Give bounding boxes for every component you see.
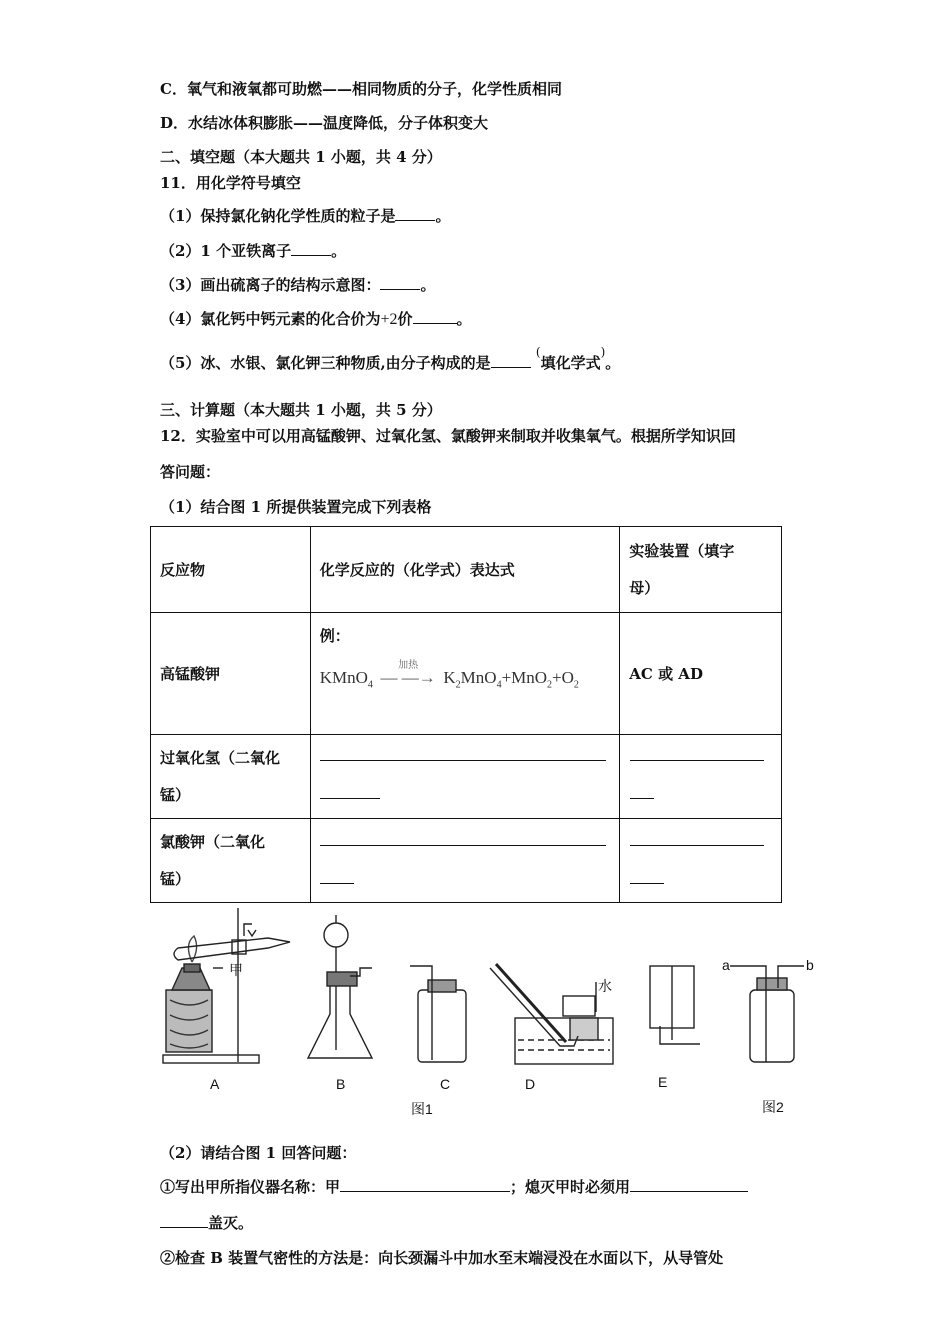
header-apparatus: 实验装置（填字 母） <box>620 527 782 613</box>
apparatus-d <box>490 964 613 1064</box>
question-12-part1: （1）结合图 1 所提供装置完成下列表格 <box>160 498 432 516</box>
q12-2-item1-cont: 盖灭。 <box>160 1212 253 1233</box>
answer-kmno4: AC 或 AD <box>620 613 782 735</box>
section-3-heading: 三、计算题（本大题共 1 小题，共 5 分） <box>160 401 442 419</box>
q11-part4: （4）氯化钙中钙元素的化合价为+2价 。 <box>160 310 472 328</box>
port-b-label: b <box>806 957 814 973</box>
answer-blank[interactable] <box>160 1213 208 1228</box>
jia-label: 甲 <box>229 962 243 978</box>
label-c: C <box>440 1076 451 1092</box>
label-e: E <box>658 1074 668 1090</box>
question-11-title: 11．用化学符号填空 <box>160 174 301 192</box>
option-d: D．水结冰体积膨胀——温度降低，分子体积变大 <box>160 114 489 132</box>
label-d: D <box>525 1076 536 1092</box>
section-2-heading: 二、填空题（本大题共 1 小题，共 4 分） <box>160 148 442 166</box>
fig2-caption: 图2 <box>762 1099 784 1115</box>
header-reactant: 反应物 <box>151 527 311 613</box>
answer-blank[interactable] <box>340 1177 510 1192</box>
label-a: A <box>210 1076 220 1092</box>
q11-part2: （2）1 个亚铁离子 。 <box>160 242 347 260</box>
apparatus-c <box>410 966 466 1062</box>
answer-blank[interactable] <box>630 1177 748 1192</box>
reactant-h2o2: 过氧化氢（二氧化 锰） <box>151 735 311 819</box>
fig1-caption: 图1 <box>411 1101 433 1117</box>
label-b: B <box>336 1076 346 1092</box>
q11-part1: （1）保持氯化钠化学性质的粒子是 。 <box>160 207 451 225</box>
option-c: C．氧气和液氧都可助燃——相同物质的分子，化学性质相同 <box>160 80 562 98</box>
question-12-line1: 12．实验室中可以用高锰酸钾、过氧化氢、氯酸钾来制取并收集氧气。根据所学知识回 <box>160 427 736 445</box>
q11-part5: （5）冰、水银、氯化钾三种物质,由分子构成的是 (填化学式)。 <box>160 345 621 372</box>
header-expression: 化学反应的（化学式）表达式 <box>310 527 620 613</box>
apparatus-b <box>308 915 372 1058</box>
apparatus-e <box>650 966 700 1044</box>
reactant-kmno4: 高锰酸钾 <box>151 613 311 735</box>
q12-2-item1: ①写出甲所指仪器名称：甲 ；熄灭甲时必须用 <box>160 1176 748 1197</box>
example-equation: KMnO$_4$ 加热 — —→ $K_2MnO_4+MnO_2+O_2$ <box>319 660 579 691</box>
example-cell: 例： KMnO$_4$ 加热 — —→ $K_2MnO_4+MnO_2+O_2$ <box>310 613 620 735</box>
question-12-part2: （2）请结合图 1 回答问题： <box>160 1144 357 1162</box>
q12-2-item2: ②检查 B 装置气密性的方法是：向长颈漏斗中加水至末端浸没在水面以下，从导管处 <box>160 1249 724 1267</box>
question-12-line2: 答问题： <box>160 463 221 481</box>
q11-part3: （3）画出硫离子的结构示意图： 。 <box>160 276 436 294</box>
reactant-kclo3: 氯酸钾（二氧化 锰） <box>151 819 311 903</box>
apparatus-a <box>163 908 290 1063</box>
water-label: 水 <box>598 978 612 994</box>
apparatus-fig2 <box>730 966 804 1062</box>
port-a-label: a <box>722 957 730 973</box>
